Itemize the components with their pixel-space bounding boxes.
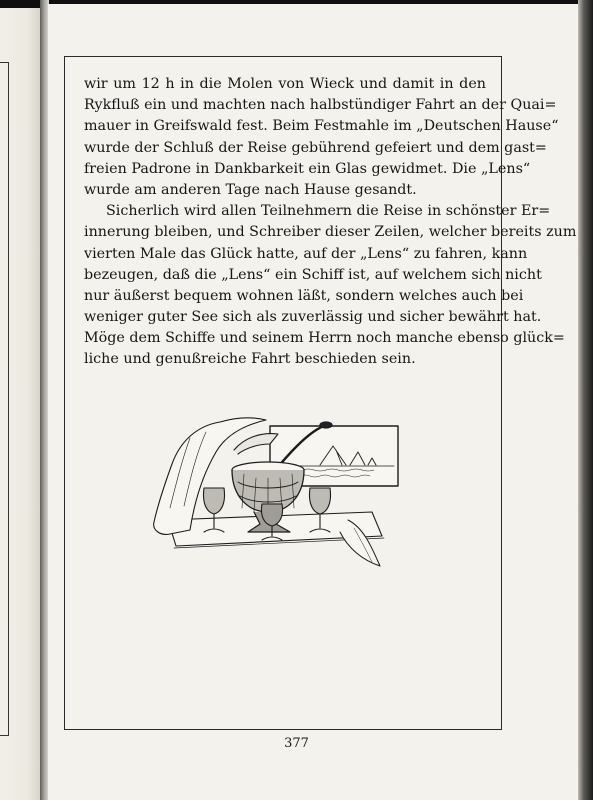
body-line-2: Rykfluß ein und machten nach halbstündiger Fahrt an der Quai= [84, 97, 557, 114]
body-text [84, 74, 577, 371]
body-line-14: liche und genußreiche Fahrt beschieden sein. [84, 351, 416, 368]
body-line-10: bezeugen, daß die „Lens“ ein Schiff ist, auf welchem sich nicht [84, 266, 542, 283]
page-number: 377 [284, 736, 309, 751]
body-line-4: wurde der Schluß der Reise gebührend gefeiert und dem gast= [84, 139, 547, 156]
body-line-8: innerung bleiben, und Schreiber dieser Zeilen, welcher bereits zum [84, 224, 577, 241]
right-page-edge [578, 0, 593, 800]
left-page-frame-rule [0, 62, 9, 736]
body-line-13: Möge dem Schiffe und seinem Herrn noch manche ebenso glück= [84, 330, 565, 347]
body-line-7: Sicherlich wird allen Teilnehmern die Reise in schönster Er= [106, 203, 551, 220]
body-line-6: wurde am anderen Tage nach Hause gesandt. [84, 181, 417, 198]
left-page-edge [0, 8, 40, 800]
body-line-3: mauer in Greifswald fest. Beim Festmahle im „Deutschen Hause“ [84, 118, 559, 135]
body-line-5: freien Padrone in Dankbarkeit ein Glas gewidmet. Die „Lens“ [84, 160, 531, 177]
punch-bowl-illustration [150, 408, 420, 578]
body-line-1: wir um 12 h in die Molen von Wieck und damit in den [84, 76, 486, 92]
body-line-12: weniger guter See sich als zuverlässig und sicher bewährt hat. [84, 309, 542, 326]
body-line-11: nur äußerst bequem wohnen läßt, sondern welches auch bei [84, 287, 524, 304]
body-line-9: vierten Male das Glück hatte, auf der „Lens“ zu fahren, kann [84, 245, 528, 262]
